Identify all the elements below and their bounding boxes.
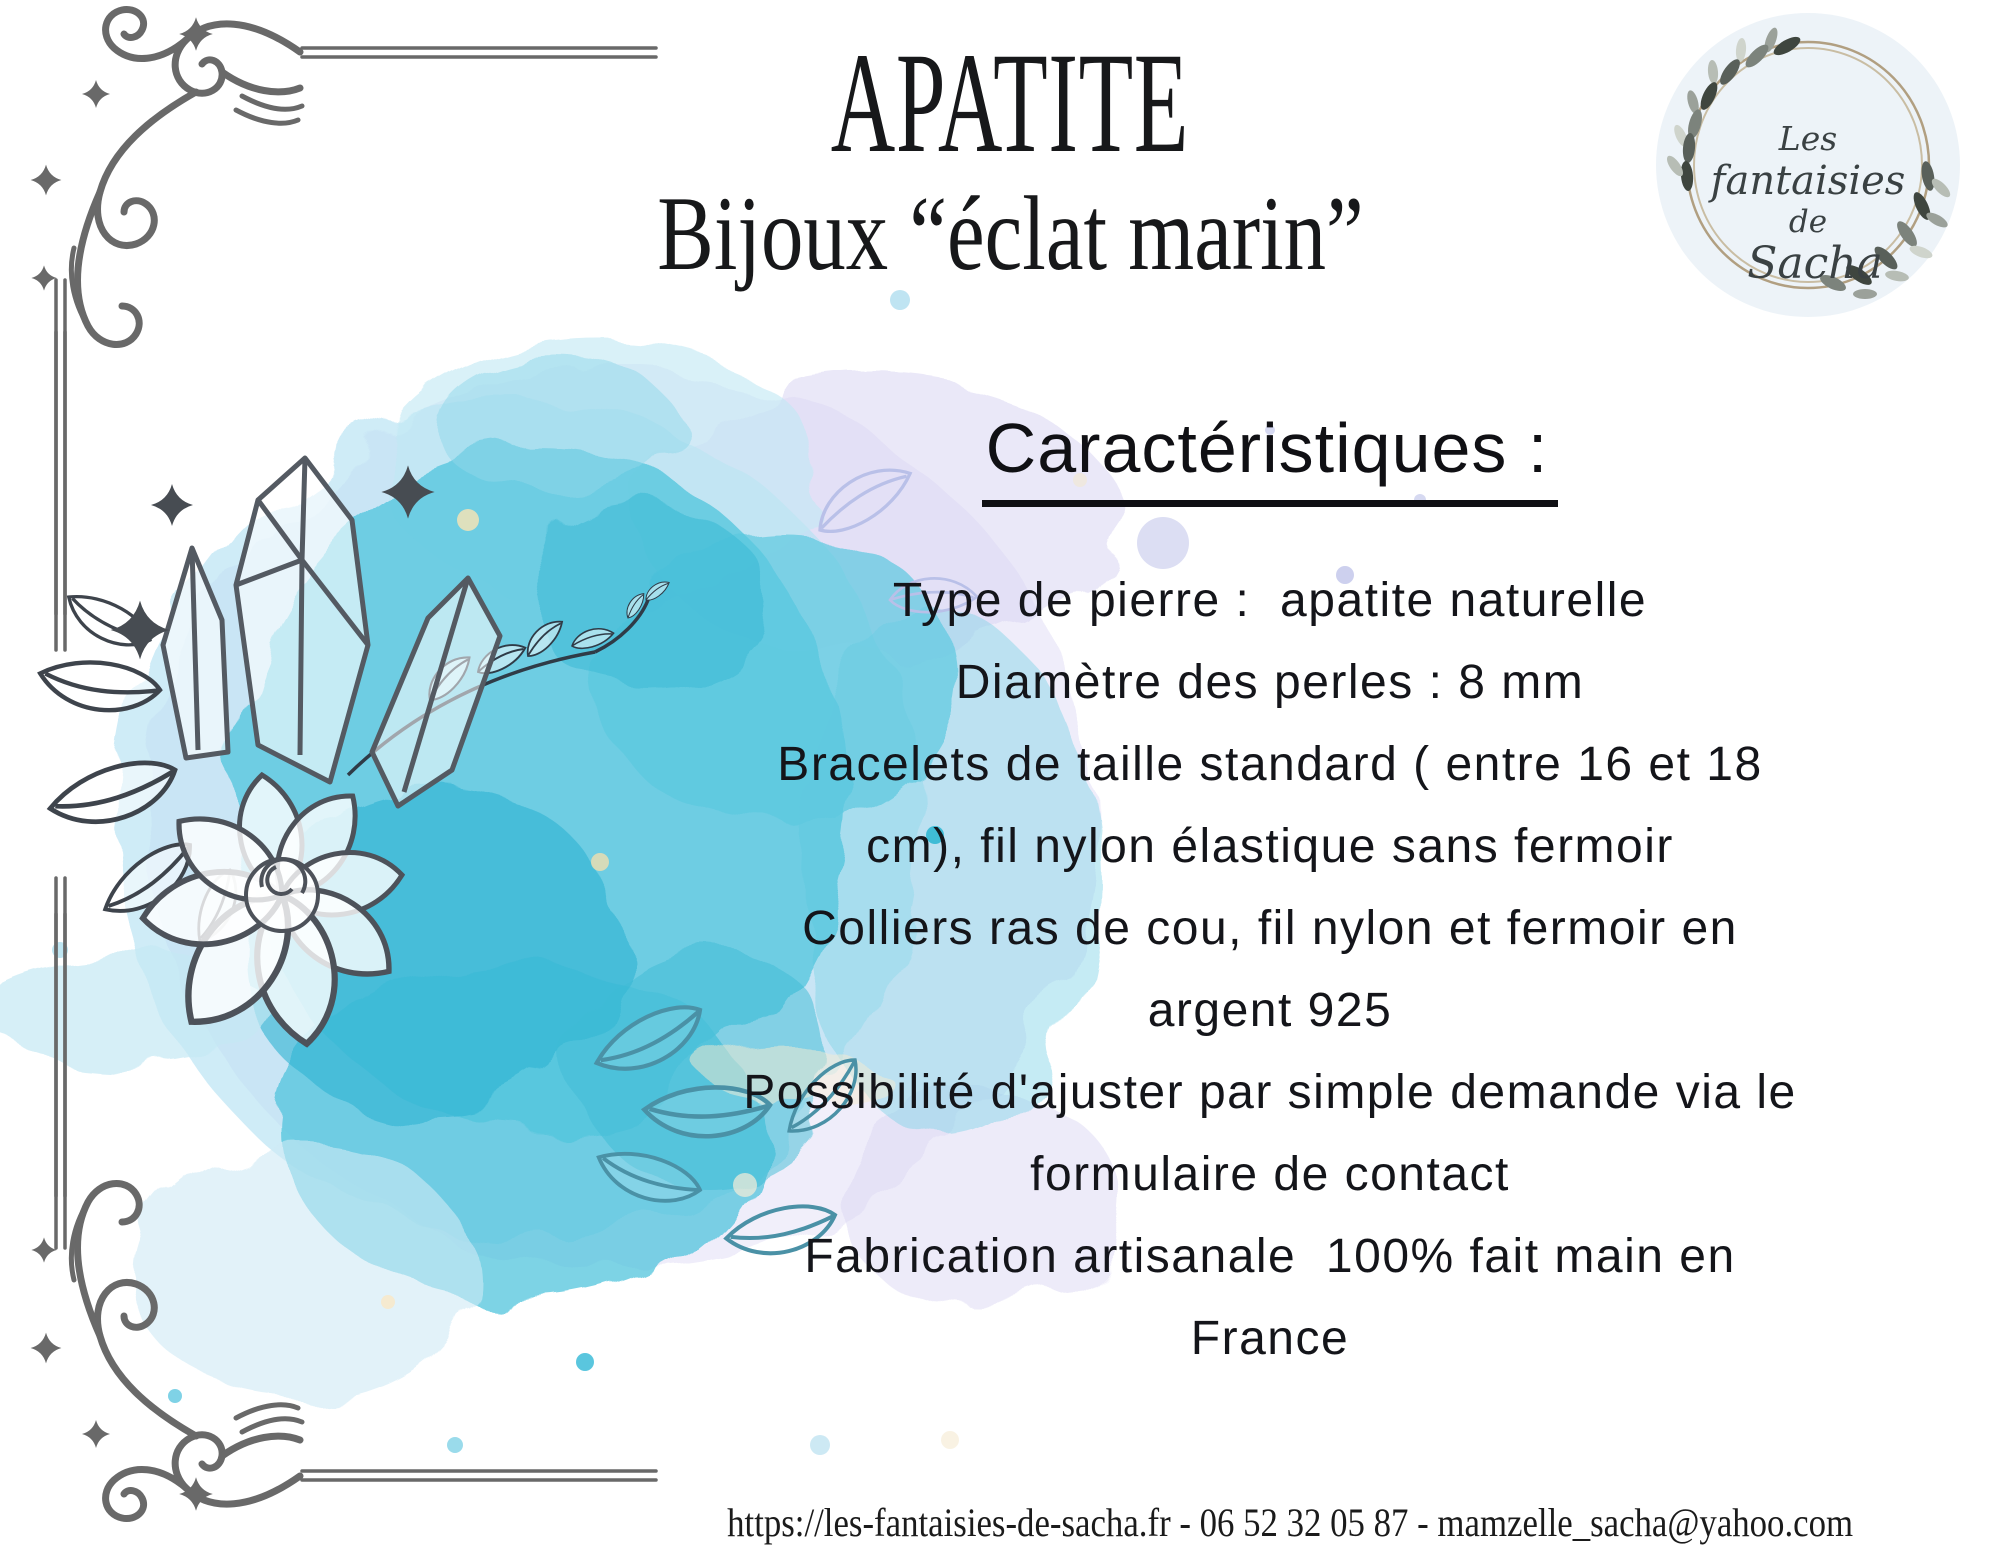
spec-line: Possibilité d'ajuster par simple demande via le: [743, 1066, 1797, 1119]
footer-contact-line: https://les-fantaisies-de-sacha.fr - 06 52 32 05 87 - mamzelle_sacha@yahoo.com: [727, 1500, 1853, 1545]
brand-name-line1: Les: [1778, 119, 1838, 158]
brand-name-line4: Sacha: [1747, 238, 1883, 289]
characteristics-list: [590, 560, 1950, 1380]
header: [420, 24, 1600, 295]
spec-line: Type de pierre : apatite naturelle: [892, 574, 1648, 627]
spec-line: formulaire de contact: [1030, 1148, 1510, 1201]
page-subtitle: Bijoux “éclat marin”: [656, 175, 1364, 293]
spec-line: cm), fil nylon élastique sans fermoir: [866, 820, 1674, 873]
spec-line: Bracelets de taille standard ( entre 16 et 18: [777, 738, 1763, 791]
spec-line: Colliers ras de cou, fil nylon et fermoir en: [802, 902, 1738, 955]
brand-logo: [1653, 10, 1963, 320]
section-heading: Caractéristiques :: [590, 408, 1950, 507]
spec-line: Fabrication artisanale 100% fait main en: [804, 1230, 1736, 1283]
brand-name-line3: de: [1788, 204, 1828, 240]
spec-line: Diamètre des perles : 8 mm: [955, 656, 1585, 709]
characteristics-section: [590, 408, 1950, 507]
page-title: APATITE: [830, 24, 1190, 183]
brand-name: [1653, 119, 1963, 289]
spec-line: argent 925: [1147, 984, 1393, 1037]
spec-line: France: [1190, 1312, 1350, 1365]
brand-name-line2: fantaisies: [1710, 158, 1906, 204]
